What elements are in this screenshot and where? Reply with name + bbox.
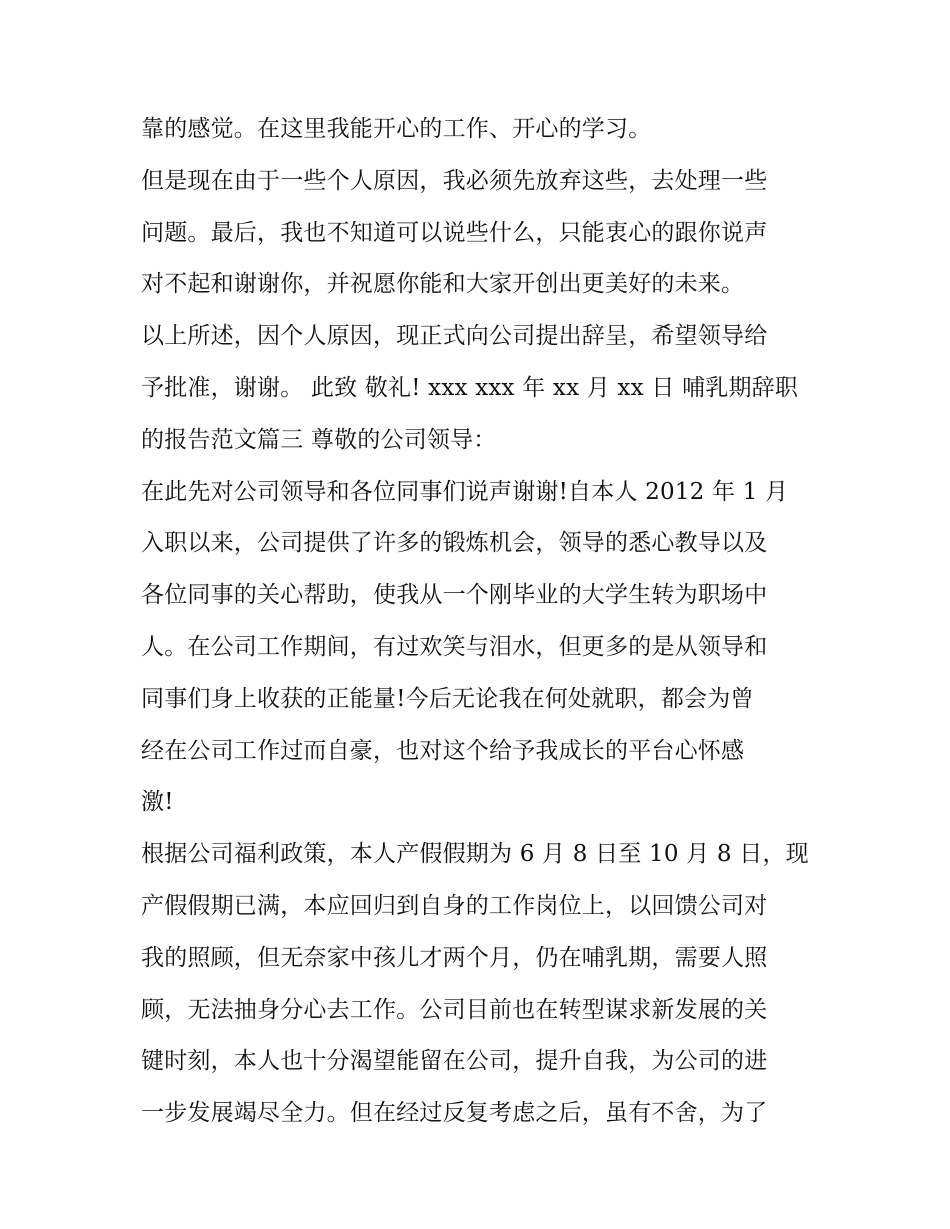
text-line: 根据公司福利政策，本人产假假期为 6 月 8 日至 10 月 8 日，现 bbox=[141, 841, 809, 868]
text-line: 在此先对公司领导和各位同事们说声谢谢!自本人 2012 年 1 月 bbox=[141, 478, 789, 505]
text-line: 靠的感觉。在这里我能开心的工作、开心的学习。 bbox=[141, 116, 652, 142]
text-line: 但是现在由于一些个人原因，我必须先放弃这些，去处理一些 bbox=[141, 167, 768, 194]
text-line: 产假假期已满，本应回归到自身的工作岗位上，以回馈公司对 bbox=[141, 892, 768, 919]
text-line: 同事们身上收获的正能量!今后无论我在何处就职，都会为曾 bbox=[141, 685, 754, 712]
text-line: 入职以来，公司提供了许多的锻炼机会，领导的悉心教导以及 bbox=[141, 530, 768, 557]
document-body bbox=[141, 104, 821, 1140]
text-line: 键时刻，本人也十分渴望能留在公司，提升自我，为公司的进 bbox=[141, 1048, 768, 1075]
text-line: 以上所述，因个人原因，现正式向公司提出辞呈，希望领导给 bbox=[141, 323, 768, 350]
text-line: 对不起和谢谢你，并祝愿你能和大家开创出更美好的未来。 bbox=[141, 271, 745, 298]
text-line: 顾，无法抽身分心去工作。公司目前也在转型谋求新发展的关 bbox=[141, 996, 768, 1023]
text-line: 经在公司工作过而自豪，也对这个给予我成长的平台心怀感 bbox=[141, 737, 745, 764]
text-line: 一步发展竭尽全力。但在经过反复考虑之后，虽有不舍，为了 bbox=[141, 1100, 768, 1127]
text-line: 我的照顾，但无奈家中孩儿才两个月，仍在哺乳期，需要人照 bbox=[141, 944, 768, 971]
text-line: 激! bbox=[141, 789, 174, 816]
text-line: 各位同事的关心帮助，使我从一个刚毕业的大学生转为职场中 bbox=[141, 582, 768, 609]
text-line: 予批准，谢谢。 此致 敬礼! xxx xxx 年 xx 月 xx 日 哺乳期辞职 bbox=[141, 374, 799, 401]
text-line: 问题。最后，我也不知道可以说些什么，只能衷心的跟你说声 bbox=[141, 219, 768, 246]
text-line: 的报告范文篇三 尊敬的公司领导： bbox=[141, 426, 497, 453]
text-line: 人。在公司工作期间，有过欢笑与泪水，但更多的是从领导和 bbox=[141, 633, 768, 660]
